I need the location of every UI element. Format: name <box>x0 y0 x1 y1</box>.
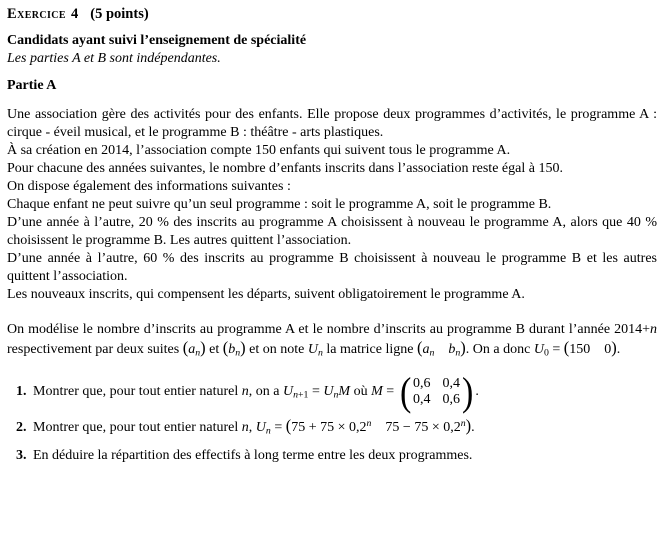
text-run: 75 + 75 × 0,2 <box>291 420 367 436</box>
text-run: ( <box>416 338 423 357</box>
text-run: n <box>265 425 271 437</box>
text-run: = <box>382 384 398 400</box>
intro-line-3 <box>7 160 657 178</box>
text-run: où <box>350 384 372 400</box>
text-run: a <box>188 342 196 357</box>
info-line-1 <box>7 178 657 196</box>
text-run: U <box>283 384 294 400</box>
info-line-2 <box>7 196 657 214</box>
text-run: U <box>323 384 334 400</box>
text-run: n <box>195 347 201 359</box>
matrix-right-paren: ) <box>461 369 474 415</box>
text-run: 0 <box>543 347 549 359</box>
text-run: et on note <box>245 342 308 357</box>
text-run: . <box>471 420 475 436</box>
text-run: n <box>460 418 466 430</box>
text-run: Montrer que, pour tout entier naturel <box>33 384 242 400</box>
text-run: ) <box>465 416 472 436</box>
text-run <box>371 420 385 435</box>
matrix-cell: 0,4 <box>442 376 460 392</box>
text-run: D’une année à l’autre, 20 % des inscrits au programme A choisissent à nouveau le programme A, alors que 40 % choisissent le programme B. Les autres quittent l’association. <box>7 215 657 248</box>
text-run: ) <box>460 338 466 357</box>
matrix-cell: 0,6 <box>412 376 431 392</box>
text-run: , on a <box>248 384 283 400</box>
text-run: n <box>241 420 249 436</box>
exercise-number: 4 <box>71 6 79 22</box>
text-run: n <box>650 322 657 337</box>
exercise-label: Exercice <box>7 6 66 22</box>
independence-note: Les parties A et B sont indépendantes. <box>7 51 221 66</box>
question-3-text <box>33 447 657 465</box>
text-run: . On a donc <box>465 342 534 357</box>
info-line-5 <box>7 286 657 304</box>
question-list <box>7 369 657 464</box>
info-line-3 <box>7 214 657 250</box>
text-run: On modélise le nombre d’inscrits au programme A et le nombre d’inscrits au programme B durant l’année 2014+ <box>7 322 650 337</box>
text-run: Les nouveaux inscrits, qui compensent les départs, suivent obligatoirement le programme A. <box>7 287 525 302</box>
text-run: U <box>255 420 266 436</box>
part-a-heading: Partie A <box>7 78 57 93</box>
text-run: . <box>616 342 621 357</box>
text-run: ) <box>611 338 617 357</box>
question-3 <box>7 447 657 465</box>
matrix-left-paren: ( <box>399 369 411 415</box>
text-run: En déduire la répartition des effectifs à long terme entre les deux programmes. <box>33 447 473 463</box>
text-run: ( <box>222 338 229 357</box>
text-run: et <box>205 342 223 357</box>
text-run <box>434 342 448 357</box>
text-run: b <box>448 342 456 357</box>
text-run: 75 − 75 × 0,2 <box>385 420 461 436</box>
text-run: , <box>248 420 256 436</box>
intro-line-1 <box>7 106 657 142</box>
text-run: Montrer que, pour tout entier naturel <box>33 420 242 436</box>
text-run: n <box>293 390 299 402</box>
text-run: = <box>270 420 286 436</box>
text-run: n <box>317 347 323 359</box>
intro-line-2 <box>7 142 657 160</box>
text-run: +1 <box>298 390 309 402</box>
text-run: . <box>475 384 479 400</box>
intro-paragraph <box>7 106 657 178</box>
text-run: À sa création en 2014, l’association compte 150 enfants qui suivent tous le programme A. <box>7 143 511 158</box>
model-text <box>7 321 657 362</box>
text-run: la matrice ligne <box>322 342 417 357</box>
text-run: a <box>422 342 430 357</box>
text-run: Pour chacune des années suivantes, le nombre d’enfants inscrits dans l’association reste égal à 150. <box>7 161 563 176</box>
info-paragraph <box>7 178 657 304</box>
text-run: respectivement par deux suites <box>7 342 183 357</box>
text-run: ( <box>182 338 189 357</box>
matrix-cell: 0,6 <box>442 392 460 408</box>
text-run: ( <box>563 338 570 357</box>
info-line-4 <box>7 250 657 286</box>
text-run: U <box>533 342 544 357</box>
text-run: 150 0 <box>569 342 612 357</box>
text-run: = <box>308 384 324 400</box>
text-run: ( <box>285 416 292 436</box>
question-1-number: 1. <box>16 384 27 400</box>
model-paragraph <box>7 321 657 362</box>
text-run: n <box>333 390 339 402</box>
text-run: M <box>371 384 383 400</box>
text-run: ) <box>200 338 206 357</box>
matrix-cells <box>412 376 461 408</box>
text-run: n <box>455 347 461 359</box>
question-2-number: 2. <box>16 420 27 436</box>
question-1 <box>7 369 657 415</box>
text-run: n <box>235 347 241 359</box>
text-run: Une association gère des activités pour des enfants. Elle propose deux programmes d’activités, le programme A : cirque - éveil musical, et le programme B : théâtre - arts plastiques. <box>7 107 657 140</box>
matrix <box>399 369 475 415</box>
question-3-number: 3. <box>16 447 27 463</box>
text-run: U <box>307 342 318 357</box>
question-1-text <box>33 369 657 415</box>
text-run: M <box>338 384 351 400</box>
exercise-title <box>7 5 657 23</box>
text-run: b <box>228 342 236 357</box>
text-run: n <box>366 418 372 430</box>
text-run: Chaque enfant ne peut suivre qu’un seul programme : soit le programme A, soit le programme B. <box>7 197 552 212</box>
text-run: D’une année à l’autre, 60 % des inscrits au programme B choisissent à nouveau le programme B et les autres quittent l’association. <box>7 251 657 284</box>
text-run: n <box>241 384 249 400</box>
question-2 <box>7 415 657 440</box>
text-run: n <box>429 347 435 359</box>
candidates-heading: Candidats ayant suivi l’enseignement de spécialité <box>7 33 307 48</box>
exercise-points: (5 points) <box>90 6 149 22</box>
text-run: ) <box>240 338 246 357</box>
text-run: On dispose également des informations suivantes : <box>7 179 291 194</box>
matrix-cell: 0,4 <box>412 392 431 408</box>
question-2-text <box>33 415 657 440</box>
text-run: = <box>548 342 564 357</box>
